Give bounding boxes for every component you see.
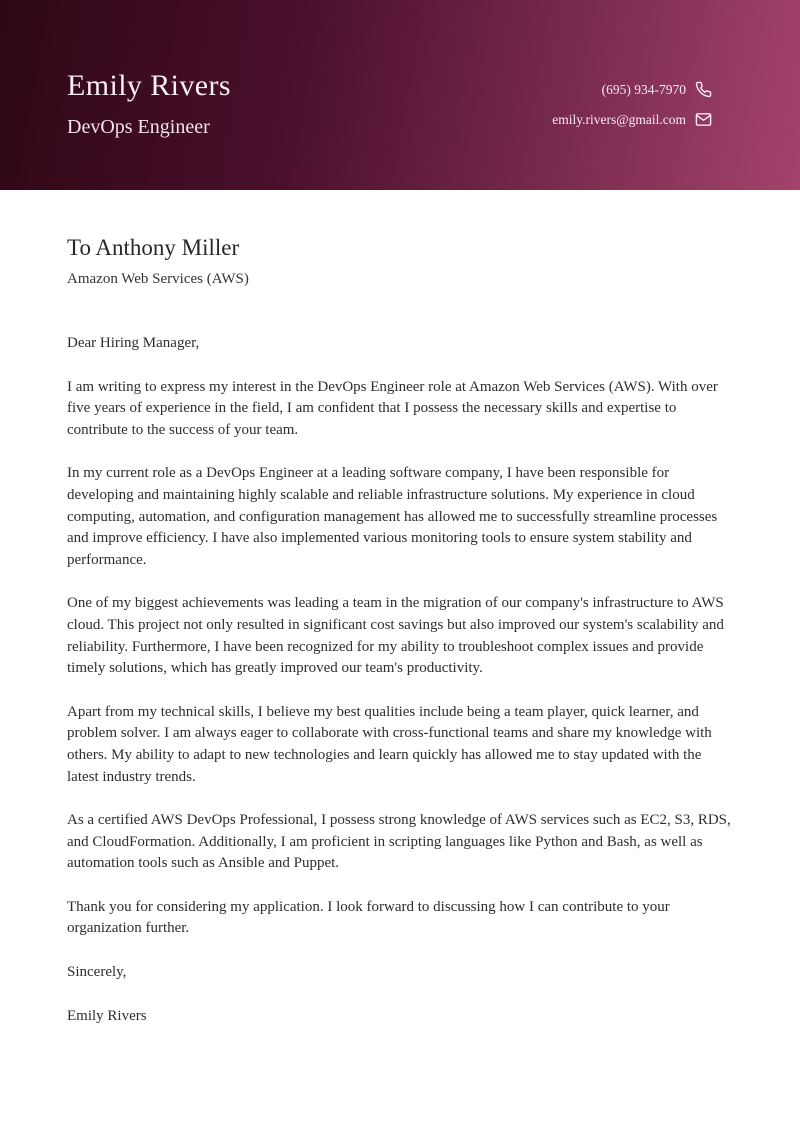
job-title: DevOps Engineer xyxy=(67,116,210,138)
person-name: Emily Rivers xyxy=(67,69,231,102)
email-address: emily.rivers@gmail.com xyxy=(552,111,686,127)
contact-block xyxy=(552,81,712,128)
recipient-name: To Anthony Miller xyxy=(67,235,240,260)
letter-paragraph: Thank you for considering my application. I look forward to discussing how I can contribute to your organization further. xyxy=(67,898,670,937)
recipient-company: Amazon Web Services (AWS) xyxy=(67,271,249,287)
phone-icon xyxy=(695,81,712,98)
letter-content xyxy=(0,234,800,1027)
letter-paragraph: One of my biggest achievements was leading a team in the migration of our company's infrastructure to AWS cloud. This project not only resulted in significant cost savings but also improved our system's scalability and reliability. Furthermore, I have been recognized for my ability to troubleshoot complex issues and provide timely solutions, which has greatly improved our team's productivity. xyxy=(67,595,724,677)
letter-paragraph: In my current role as a DevOps Engineer at a leading software company, I have been responsible for developing and maintaining highly scalable and reliable infrastructure solutions. My experience in cloud computing, automation, and configuration management has allowed me to successfully streamline processes and improve efficiency. I have also implemented various monitoring tools to ensure system stability and performance. xyxy=(67,465,718,568)
signature: Emily Rivers xyxy=(67,1007,147,1024)
phone-number: (695) 934-7970 xyxy=(601,81,686,97)
salutation: Dear Hiring Manager, xyxy=(67,335,200,351)
letter-header xyxy=(0,0,800,190)
closing: Sincerely, xyxy=(67,964,127,981)
letter-paragraph: I am writing to express my interest in the DevOps Engineer role at Amazon Web Services (AWS). With over five years of experience in the field, I am confident that I possess the necessary skills and expertise to contribute to the success of your team. xyxy=(67,378,718,438)
letter-paragraph: As a certified AWS DevOps Professional, I possess strong knowledge of AWS services such as EC2, S3, RDS, and CloudFormation. Additionally, I am proficient in scripting languages like Python and Bash, as well as automation tools such as Ansible and Puppet. xyxy=(67,812,731,872)
identity-block xyxy=(67,69,231,139)
email-row xyxy=(552,111,712,128)
envelope-icon xyxy=(695,111,712,128)
phone-row xyxy=(602,81,712,98)
letter-body xyxy=(67,333,733,1027)
letter-paragraph: Apart from my technical skills, I believe my best qualities include being a team player, quick learner, and problem solver. I am always eager to collaborate with cross-functional teams and share my knowledge with others. My ability to adapt to new technologies and learn quickly has allowed me to stay updated with the latest industry trends. xyxy=(67,703,712,785)
